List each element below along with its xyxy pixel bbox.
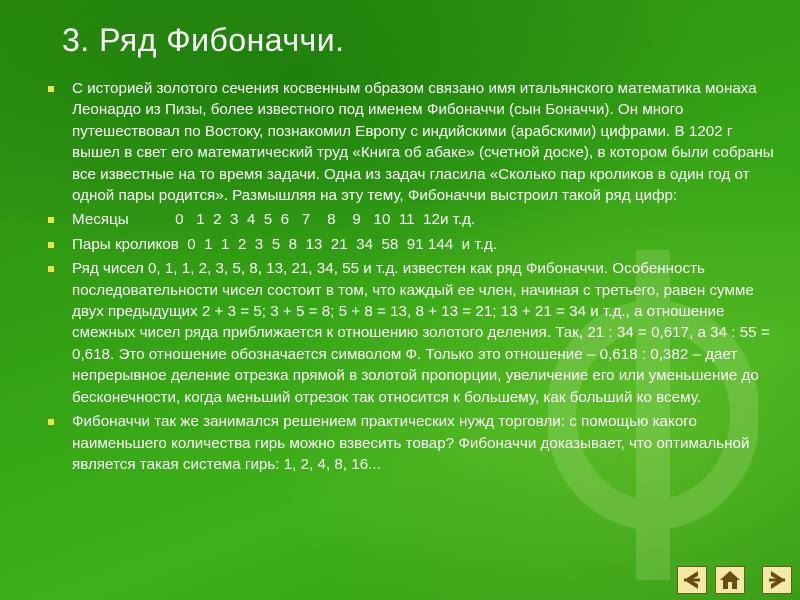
bullet-square-icon (48, 242, 54, 248)
home-button[interactable] (715, 566, 745, 594)
list-item (46, 209, 784, 230)
months-row: Месяцы 0 1 2 3 4 5 6 7 8 9 10 11 12и т.д. (72, 211, 476, 229)
bullet-square-icon (48, 419, 54, 425)
arrow-right-icon (763, 567, 791, 593)
slide-title: 3. Ряд Фибоначчи. (62, 22, 345, 58)
previous-slide-button[interactable] (677, 566, 707, 594)
paragraph-text: С историей золотого сечения косвенным образом связано имя итальянского математика монаха Леонардо из Пизы, более известного под именем Фибоначчи (сын Боначчи). Он много путешествовал по Востоку, познакомил Европу с индийскими (арабскими) цифрами. В 1202 г вышел в свет его математический труд «Книга об абаке» (счетной доске), в котором были собраны все известные на то время задачи. Одна из задач гласила «Сколько пар кроликов в один год от одной пары родится». Размышляя на эту тему, Фибоначчи выстроил такой ряд цифр: (72, 80, 774, 205)
next-slide-button[interactable] (762, 566, 792, 594)
paragraph-text: Ряд чисел 0, 1, 1, 2, 3, 5, 8, 13, 21, 34, 55 и т.д. известен как ряд Фибоначчи. Особенность последовательности чисел состоит в том, что каждый ее член, начиная с третьего, равен сумме двух предыдущих 2 + 3 = 5; 3 + 5 = 8; 5 + 8 = 13, 8 + 13 = 21; 13 + 21 = 34 и т.д., а отношение смежных чисел ряда приближается к отношению золотого деления. Так, 21 : 34 = 0,617, а 34 : 55 = 0,618. Это отношение обозначается символом Ф. Только это отношение – 0,618 : 0,382 – дает непрерывное деление отрезка прямой в золотой пропорции, увеличение его или уменьшение до бесконечности, когда меньший отрезок так относится к большему, как больший ко всему. (72, 260, 770, 406)
home-icon (716, 567, 744, 593)
list-item (46, 234, 784, 255)
list-item (46, 258, 784, 408)
list-item (46, 78, 784, 206)
bullet-square-icon (48, 86, 54, 92)
bullet-square-icon (48, 266, 54, 272)
bullet-square-icon (48, 217, 54, 223)
paragraph-text: Фибоначчи так же занимался решением практических нужд торговли: с помощью какого наименьшего количества гирь можно взвесить товар? Фибоначчи доказывает, что оптимальной является такая система гирь: 1, 2, 4, 8, 16... (72, 413, 750, 473)
list-item (46, 411, 784, 475)
rabbit-pairs-row: Пары кроликов 0 1 1 2 3 5 8 13 21 34 58 91 144 и т.д. (72, 235, 497, 253)
bullet-list (46, 78, 784, 478)
arrow-left-icon (678, 567, 706, 593)
